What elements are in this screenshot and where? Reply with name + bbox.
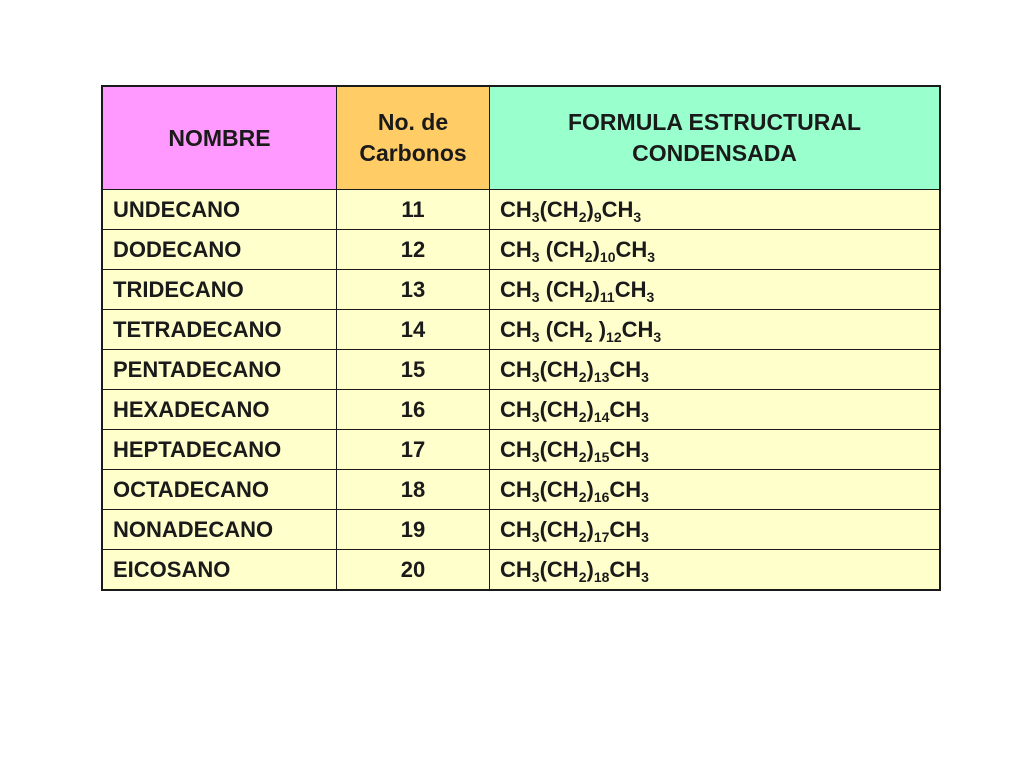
formula-text: (CH <box>539 396 579 422</box>
formula-text: CH <box>609 476 642 502</box>
table-row <box>102 190 940 230</box>
alkane-name-cell: TRIDECANO <box>102 270 337 310</box>
formula-text: CH <box>500 236 532 262</box>
formula-text: CH <box>500 556 532 582</box>
formula-subscript: 15 <box>593 448 610 465</box>
formula-subscript: 16 <box>593 488 610 505</box>
formula-subscript: 2 <box>584 248 593 265</box>
formula-subscript: 17 <box>593 528 610 545</box>
alkane-name-cell: HEPTADECANO <box>102 430 337 470</box>
formula-subscript: 3 <box>531 288 540 305</box>
condensed-formula-cell <box>490 350 941 390</box>
table-row <box>102 510 940 550</box>
formula-text: (CH <box>539 196 579 222</box>
formula-text: CH <box>500 316 532 342</box>
formula-text: (CH <box>539 316 585 342</box>
formula-text: (CH <box>539 276 585 302</box>
formula-text: ) <box>586 516 594 542</box>
formula-subscript: 3 <box>531 568 540 585</box>
condensed-formula-cell <box>490 390 941 430</box>
header-name: NOMBRE <box>102 86 337 190</box>
carbon-count-cell: 12 <box>337 230 490 270</box>
formula-text: ) <box>592 316 607 342</box>
carbon-count-cell: 18 <box>337 470 490 510</box>
formula-text: CH <box>615 236 648 262</box>
carbon-count-cell: 19 <box>337 510 490 550</box>
formula-subscript: 13 <box>593 368 610 385</box>
condensed-formula-cell <box>490 230 941 270</box>
formula-text: ) <box>586 196 594 222</box>
formula-text: (CH <box>539 236 585 262</box>
formula-text: CH <box>609 436 642 462</box>
carbon-count-cell: 20 <box>337 550 490 591</box>
formula-subscript: 14 <box>593 408 610 425</box>
formula-subscript: 2 <box>578 528 587 545</box>
alkane-name-cell: OCTADECANO <box>102 470 337 510</box>
formula-text: (CH <box>539 516 579 542</box>
formula-text: CH <box>500 396 532 422</box>
condensed-formula-cell <box>490 430 941 470</box>
formula-text: CH <box>500 476 532 502</box>
formula-text: CH <box>500 356 532 382</box>
alkane-name-cell: TETRADECANO <box>102 310 337 350</box>
formula-subscript: 10 <box>599 248 616 265</box>
condensed-formula-cell <box>490 510 941 550</box>
formula-text: CH <box>614 276 647 302</box>
formula-subscript: 18 <box>593 568 610 585</box>
header-carbons <box>337 86 490 190</box>
formula-text: (CH <box>539 356 579 382</box>
formula-text: CH <box>500 276 532 302</box>
formula-text: CH <box>500 196 532 222</box>
formula-text: CH <box>500 436 532 462</box>
formula-subscript: 12 <box>606 328 622 345</box>
carbon-count-cell: 11 <box>337 190 490 230</box>
formula-subscript: 3 <box>641 448 649 465</box>
formula-text: ) <box>592 276 600 302</box>
header-formula-line2: CONDENSADA <box>632 140 797 166</box>
formula-subscript: 3 <box>531 528 540 545</box>
formula-text: ) <box>586 556 594 582</box>
table-row <box>102 470 940 510</box>
formula-subscript: 2 <box>578 488 587 505</box>
formula-subscript: 2 <box>584 328 593 345</box>
alkane-name-cell: NONADECANO <box>102 510 337 550</box>
alkane-name-cell: UNDECANO <box>102 190 337 230</box>
formula-subscript: 3 <box>531 488 540 505</box>
formula-subscript: 3 <box>641 368 649 385</box>
carbon-count-cell: 15 <box>337 350 490 390</box>
formula-subscript: 3 <box>653 328 662 345</box>
header-formula <box>490 86 941 190</box>
formula-text: ) <box>592 236 600 262</box>
formula-text: ) <box>586 436 594 462</box>
formula-subscript: 3 <box>531 368 540 385</box>
formula-subscript: 3 <box>633 208 642 225</box>
formula-subscript: 3 <box>531 248 540 265</box>
header-row <box>102 86 940 190</box>
formula-subscript: 2 <box>578 408 587 425</box>
header-formula-line1: FORMULA ESTRUCTURAL <box>567 109 861 135</box>
formula-subscript: 11 <box>599 288 615 305</box>
formula-subscript: 2 <box>578 568 587 585</box>
formula-subscript: 3 <box>647 248 656 265</box>
condensed-formula-cell <box>490 270 941 310</box>
alkane-table <box>101 85 941 591</box>
table-row <box>102 270 940 310</box>
formula-subscript: 3 <box>641 408 649 425</box>
formula-subscript: 9 <box>593 208 602 225</box>
formula-text: ) <box>586 356 594 382</box>
table-body <box>102 190 940 591</box>
condensed-formula-cell <box>490 470 941 510</box>
formula-text: CH <box>609 356 642 382</box>
formula-text: CH <box>621 316 654 342</box>
formula-text: (CH <box>539 476 579 502</box>
header-carbons-line1: No. de <box>377 109 449 135</box>
alkane-name-cell: EICOSANO <box>102 550 337 591</box>
carbon-count-cell: 17 <box>337 430 490 470</box>
formula-subscript: 3 <box>531 448 540 465</box>
formula-subscript: 3 <box>531 328 540 345</box>
formula-subscript: 2 <box>584 288 593 305</box>
table-header <box>102 86 940 190</box>
condensed-formula-cell <box>490 310 941 350</box>
table-row <box>102 430 940 470</box>
formula-subscript: 2 <box>578 368 587 385</box>
formula-subscript: 3 <box>531 208 540 225</box>
formula-text: ) <box>586 476 594 502</box>
formula-subscript: 3 <box>641 568 649 585</box>
formula-text: (CH <box>539 556 579 582</box>
table-row <box>102 230 940 270</box>
alkane-name-cell: PENTADECANO <box>102 350 337 390</box>
formula-text: ) <box>586 396 594 422</box>
table-row <box>102 550 940 591</box>
header-carbons-line2: Carbonos <box>359 140 467 166</box>
alkane-name-cell: HEXADECANO <box>102 390 337 430</box>
formula-text: (CH <box>539 436 579 462</box>
condensed-formula-cell <box>490 190 941 230</box>
formula-subscript: 3 <box>641 528 649 545</box>
alkane-name-cell: DODECANO <box>102 230 337 270</box>
formula-subscript: 2 <box>578 208 587 225</box>
condensed-formula-cell <box>490 550 941 591</box>
formula-text: CH <box>601 196 634 222</box>
formula-text: CH <box>500 516 532 542</box>
formula-subscript: 3 <box>641 488 649 505</box>
table-row <box>102 390 940 430</box>
formula-text: CH <box>609 516 642 542</box>
carbon-count-cell: 13 <box>337 270 490 310</box>
formula-subscript: 3 <box>646 288 655 305</box>
formula-subscript: 2 <box>578 448 587 465</box>
table-row <box>102 350 940 390</box>
formula-text: CH <box>609 396 642 422</box>
table-row <box>102 310 940 350</box>
carbon-count-cell: 14 <box>337 310 490 350</box>
formula-text: CH <box>609 556 642 582</box>
formula-subscript: 3 <box>531 408 540 425</box>
carbon-count-cell: 16 <box>337 390 490 430</box>
